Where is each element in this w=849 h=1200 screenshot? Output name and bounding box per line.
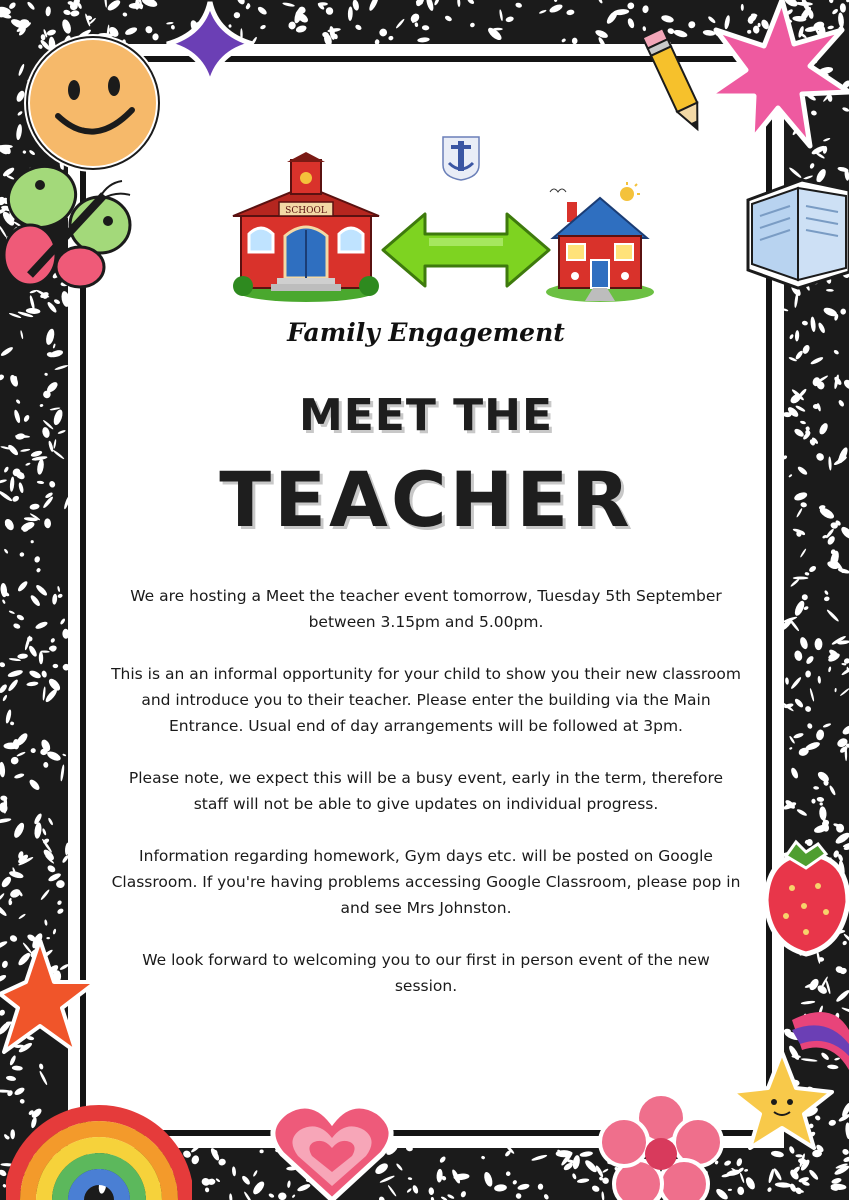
school-building-illustration — [231, 152, 381, 302]
heart-icon — [268, 1100, 396, 1200]
title-line-2: TEACHER — [219, 455, 633, 544]
title-line-1: MEET THE — [298, 390, 554, 441]
subtitle-family-engagement: Family Engagement — [287, 318, 565, 347]
school-logo-icon — [441, 135, 481, 181]
paragraph-google-classroom: Information regarding homework, Gym days etc. will be posted on Google Classroom. If you're having problems accessing Google Classroom, please pop in and see Mrs Johnston. — [111, 847, 741, 917]
book-icon — [742, 160, 849, 295]
flower-icon — [598, 1092, 724, 1200]
butterfly-icon — [0, 155, 135, 295]
smiling-star-icon — [732, 1000, 849, 1150]
paragraph-busy-event-note: Please note, we expect this will be a busy event, early in the term, therefore staff will not be able to give updates on individual progress. — [128, 769, 724, 813]
announcement-body — [110, 583, 742, 1025]
paragraph-event-time: We are hosting a Meet the teacher event tomorrow, Tuesday 5th September between 3.15pm and 5.00pm. — [130, 587, 722, 631]
pencil-icon — [642, 22, 708, 140]
house-illustration — [545, 180, 655, 302]
school-sign-text: SCHOOL — [285, 206, 327, 216]
pink-starburst-icon — [702, 0, 849, 150]
strawberry-icon — [762, 838, 849, 958]
purple-star-icon — [165, 0, 255, 88]
two-way-arrow-icon — [379, 210, 553, 290]
paragraph-informal-opportunity: This is an an informal opportunity for your child to show you their new classroom and introduce you to their teacher. Please enter the building via the Main Entrance. Usual end of day arrangements will be followed at 3pm. — [111, 665, 741, 735]
rainbow-icon — [6, 1070, 192, 1200]
orange-star-icon — [0, 940, 96, 1062]
paragraph-closing: We look forward to welcoming you to our first in person event of the new session. — [142, 951, 710, 995]
smiley-icon — [22, 32, 164, 174]
